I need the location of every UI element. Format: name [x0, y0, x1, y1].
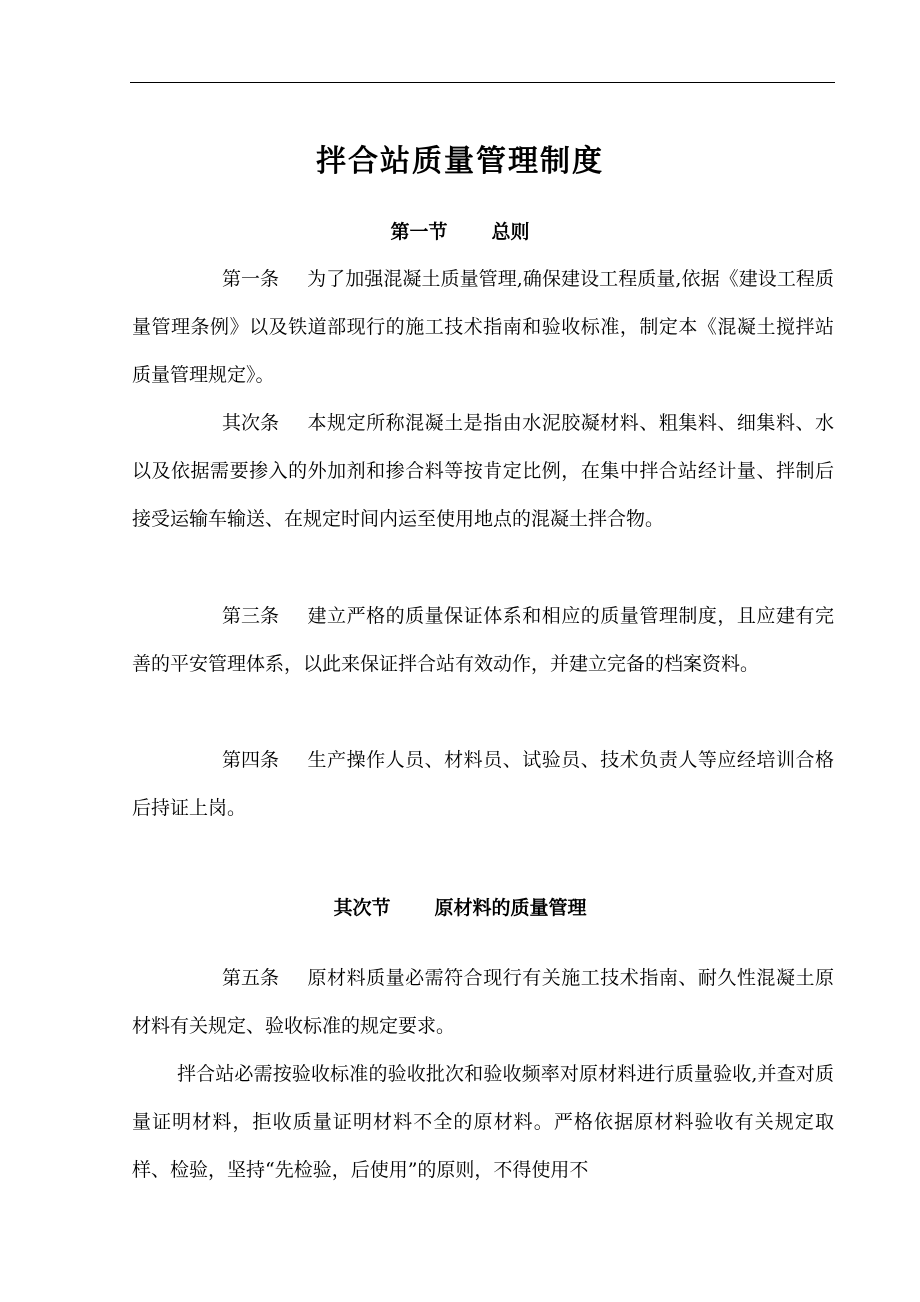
header-rule: [130, 82, 835, 83]
section-number: 其次节: [333, 897, 391, 919]
body-paragraph: [132, 1050, 834, 1194]
article-number: 第五条: [222, 967, 280, 989]
article-paragraph: [132, 954, 834, 1050]
article-text: 建立严格的质量保证体系和相应的质量管理制度，且应建有完善的平安管理体系，以此来保证拌合站有效动作，并建立完备的档案资料。: [132, 605, 834, 675]
article-paragraph: [132, 255, 834, 399]
section-heading-2: [0, 893, 920, 920]
article-number: 其次条: [222, 412, 280, 434]
article-paragraph: [132, 736, 834, 832]
article-text: 本规定所称混凝土是指由水泥胶凝材料、粗集料、细集料、水以及依据需要掺入的外加剂和掺合料等按肯定比例，在集中拌合站经计量、拌制后接受运输车输送、在规定时间内运至使用地点的混凝土拌合物。: [132, 412, 834, 530]
article-paragraph: [132, 399, 834, 543]
article-text: 原材料质量必需符合现行有关施工技术指南、耐久性混凝土原材料有关规定、验收标准的规定要求。: [132, 967, 834, 1037]
section-name: 原材料的质量管理: [434, 897, 587, 919]
section-number: 第一节: [390, 221, 448, 243]
article-text: 生产操作人员、材料员、试验员、技术负责人等应经培训合格后持证上岗。: [132, 749, 834, 819]
document-title: 拌合站质量管理制度: [316, 144, 604, 179]
article-number: 第一条: [222, 268, 280, 290]
article-paragraph: [132, 592, 834, 688]
article-number: 第四条: [222, 749, 280, 771]
article-text: 为了加强混凝土质量管理,确保建设工程质量,依据《建设工程质量管理条例》以及铁道部现行的施工技术指南和验收标准，制定本《混凝土搅拌站质量管理规定》。: [132, 268, 834, 386]
section-name: 总则: [491, 221, 530, 243]
article-number: 第三条: [222, 605, 280, 627]
section-heading-1: [0, 217, 920, 244]
paragraph-text: 拌合站必需按验收标准的验收批次和验收频率对原材料进行质量验收,并查对质量证明材料，拒收质量证明材料不全的原材料。严格依据原材料验收有关规定取样、检验，坚持“先检验，后使用”的原则，不得使用不: [132, 1063, 834, 1181]
